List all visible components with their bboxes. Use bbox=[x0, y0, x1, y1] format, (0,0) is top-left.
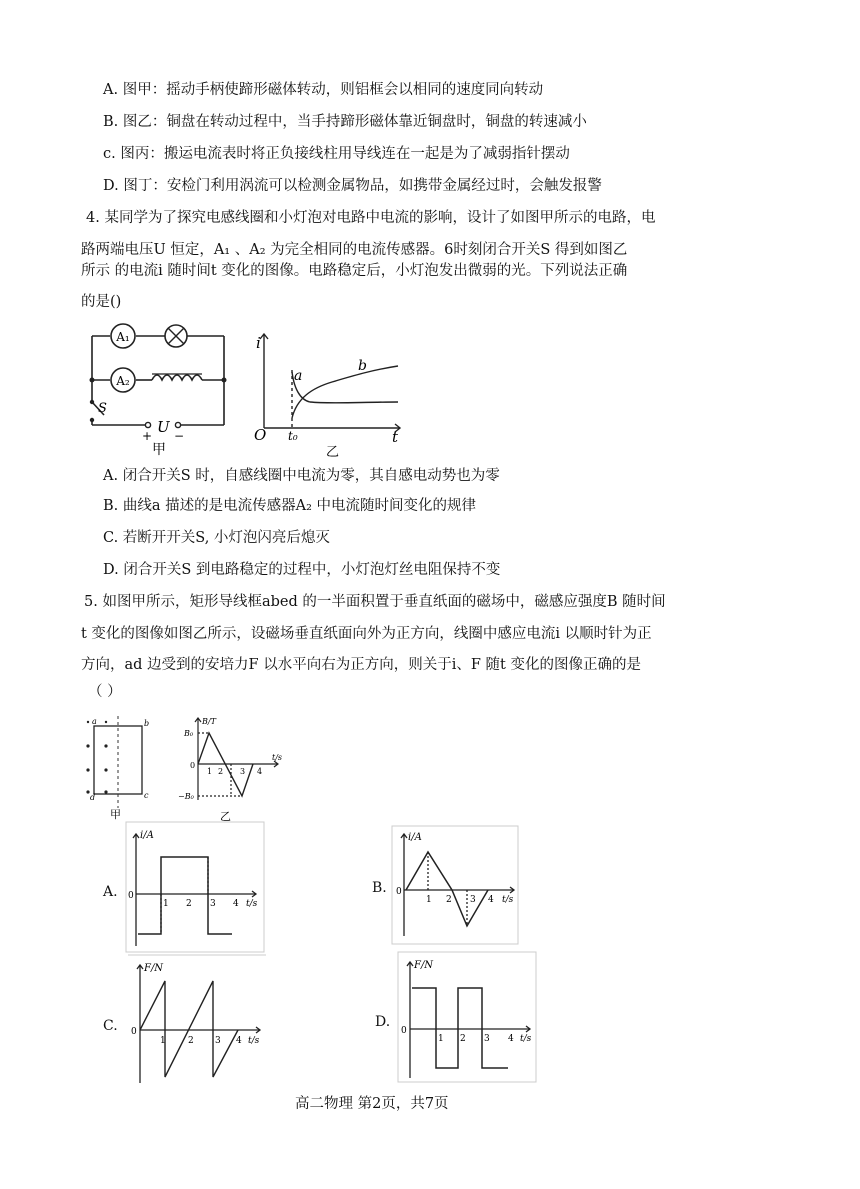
q4-option-a: A. 闭合开关S 时，自感线圈中电流为零，其自感电动势也为零 bbox=[103, 468, 500, 484]
graph-caption: 乙 bbox=[326, 445, 340, 460]
tick-2: 2 bbox=[460, 1034, 466, 1044]
plus-terminal: + bbox=[142, 429, 153, 443]
loop-caption: 甲 bbox=[110, 808, 121, 821]
q5-stem-line-2: t 变化的图像如图乙所示，设磁场垂直纸面向外为正方向，线圈中感应电流i 以顺时针为正 bbox=[81, 626, 652, 642]
tick-3: 3 bbox=[470, 895, 476, 905]
tick-1: 1 bbox=[160, 1036, 166, 1046]
q4-option-b: B. 曲线a 描述的是电流传感器A₂ 中电流随时间变化的规律 bbox=[103, 498, 477, 514]
t-axis: t/s bbox=[246, 899, 258, 909]
tick-3: 3 bbox=[215, 1036, 221, 1046]
q3-option-d: D. 图丁：安检门利用涡流可以检测金属物品，如携带金属经过时，会触发报警 bbox=[103, 178, 602, 194]
t-axis-label: t bbox=[392, 428, 399, 446]
curve-b-label: b bbox=[358, 358, 367, 374]
tick-4: 4 bbox=[236, 1036, 242, 1046]
q5-b-field-graph bbox=[178, 712, 288, 824]
q3-option-b: B. 图乙：铜盘在转动过程中，当手持蹄形磁体靠近铜盘时，铜盘的转速减小 bbox=[103, 114, 587, 130]
option-c-label: C. bbox=[103, 1018, 118, 1034]
tick-1: 1 bbox=[438, 1034, 444, 1044]
option-a-graph bbox=[126, 822, 266, 954]
circuit-caption: 甲 bbox=[152, 442, 166, 458]
corner-d: d bbox=[90, 793, 96, 802]
corner-c: c bbox=[144, 791, 149, 800]
tick-3: 3 bbox=[210, 899, 216, 909]
q3-option-c: c. 图丙：搬运电流表时将正负接线柱用导线连在一起是为了减弱指针摆动 bbox=[103, 146, 570, 162]
tick-1: 1 bbox=[426, 895, 432, 905]
t0-label: t₀ bbox=[288, 429, 298, 443]
tick-2: 2 bbox=[218, 767, 224, 776]
tick-4: 4 bbox=[257, 767, 263, 776]
q3-option-a: A. 图甲：摇动手柄使蹄形磁体转动，则铝框会以相同的速度同向转动 bbox=[103, 82, 544, 98]
i-axis-label: i bbox=[256, 334, 261, 352]
b0-label: B₀ bbox=[184, 729, 194, 738]
option-d-label: D. bbox=[375, 1014, 391, 1030]
tick-1: 1 bbox=[163, 899, 169, 909]
origin-label: O bbox=[254, 426, 267, 444]
t-axis: t/s bbox=[248, 1036, 260, 1046]
t-axis-label: t/s bbox=[272, 753, 283, 762]
a1-label: A₁ bbox=[116, 330, 130, 344]
q4-option-d: D. 闭合开关S 到电路稳定的过程中，小灯泡灯丝电阻保持不变 bbox=[103, 562, 501, 578]
option-a-label: A. bbox=[103, 884, 118, 900]
page-footer: 高二物理 第2页，共7页 bbox=[295, 1096, 449, 1112]
q4-stem-line-3: 所示 的电流i 随时间t 变化的图像。电路稳定后，小灯泡发出微弱的光。下列说法正确 bbox=[81, 263, 628, 279]
tick-1: 1 bbox=[207, 767, 213, 776]
tick-4: 4 bbox=[233, 899, 239, 909]
option-d-graph bbox=[398, 952, 538, 1084]
origin: 0 bbox=[131, 1027, 137, 1037]
q4-current-graph bbox=[252, 328, 412, 460]
tick-3: 3 bbox=[240, 767, 246, 776]
neg-b0-label: −B₀ bbox=[178, 792, 194, 801]
minus-terminal: − bbox=[174, 429, 185, 443]
curve-a-label: a bbox=[294, 368, 303, 384]
tick-4: 4 bbox=[508, 1034, 514, 1044]
b-graph-caption: 乙 bbox=[220, 810, 231, 823]
q4-option-c: C. 若断开开关S, 小灯泡闪亮后熄灭 bbox=[103, 530, 330, 546]
a2-label: A₂ bbox=[116, 374, 130, 388]
b-axis-label: B/T bbox=[202, 717, 216, 726]
ylabel: F/N bbox=[414, 960, 434, 971]
q4-stem-line-1: 4. 某同学为了探究电感线圈和小灯泡对电路中电流的影响，设计了如图甲所示的电路，电 bbox=[86, 210, 656, 226]
tick-2: 2 bbox=[188, 1036, 194, 1046]
origin-label: 0 bbox=[190, 761, 196, 770]
switch-label: S bbox=[98, 401, 107, 416]
voltage-label: U bbox=[157, 418, 170, 436]
corner-b: b bbox=[144, 719, 150, 728]
corner-a: a bbox=[92, 717, 97, 726]
origin: 0 bbox=[401, 1026, 407, 1036]
tick-3: 3 bbox=[484, 1034, 490, 1044]
origin: 0 bbox=[396, 887, 402, 897]
option-b-graph bbox=[392, 826, 520, 946]
q4-stem-line-4: 的是() bbox=[81, 294, 122, 310]
option-b-label: B. bbox=[372, 880, 387, 896]
q5-stem-line-4: （ ） bbox=[88, 684, 122, 700]
option-c-graph bbox=[128, 955, 268, 1087]
tick-4: 4 bbox=[488, 895, 494, 905]
q5-stem-line-3: 方向，ad 边受到的安培力F 以水平向右为正方向，则关于i、F 随t 变化的图像正确的是 bbox=[81, 657, 641, 673]
tick-2: 2 bbox=[446, 895, 452, 905]
q4-stem-line-2: 路两端电压U 恒定，A₁ 、A₂ 为完全相同的电流传感器。6时刻闭合开关S 得到如图乙 bbox=[81, 242, 628, 258]
q4-circuit-diagram bbox=[80, 320, 240, 460]
t-axis: t/s bbox=[520, 1034, 532, 1044]
ylabel: F/N bbox=[144, 963, 164, 974]
q5-loop-figure bbox=[82, 714, 162, 824]
tick-2: 2 bbox=[186, 899, 192, 909]
t-axis: t/s bbox=[502, 895, 514, 905]
ylabel: i/A bbox=[408, 832, 422, 843]
q5-stem-line-1: 5. 如图甲所示，矩形导线框abed 的一半面积置于垂直纸面的磁场中，磁感应强度B 随时间 bbox=[84, 594, 666, 610]
origin: 0 bbox=[128, 891, 134, 901]
ylabel: i/A bbox=[140, 830, 154, 841]
